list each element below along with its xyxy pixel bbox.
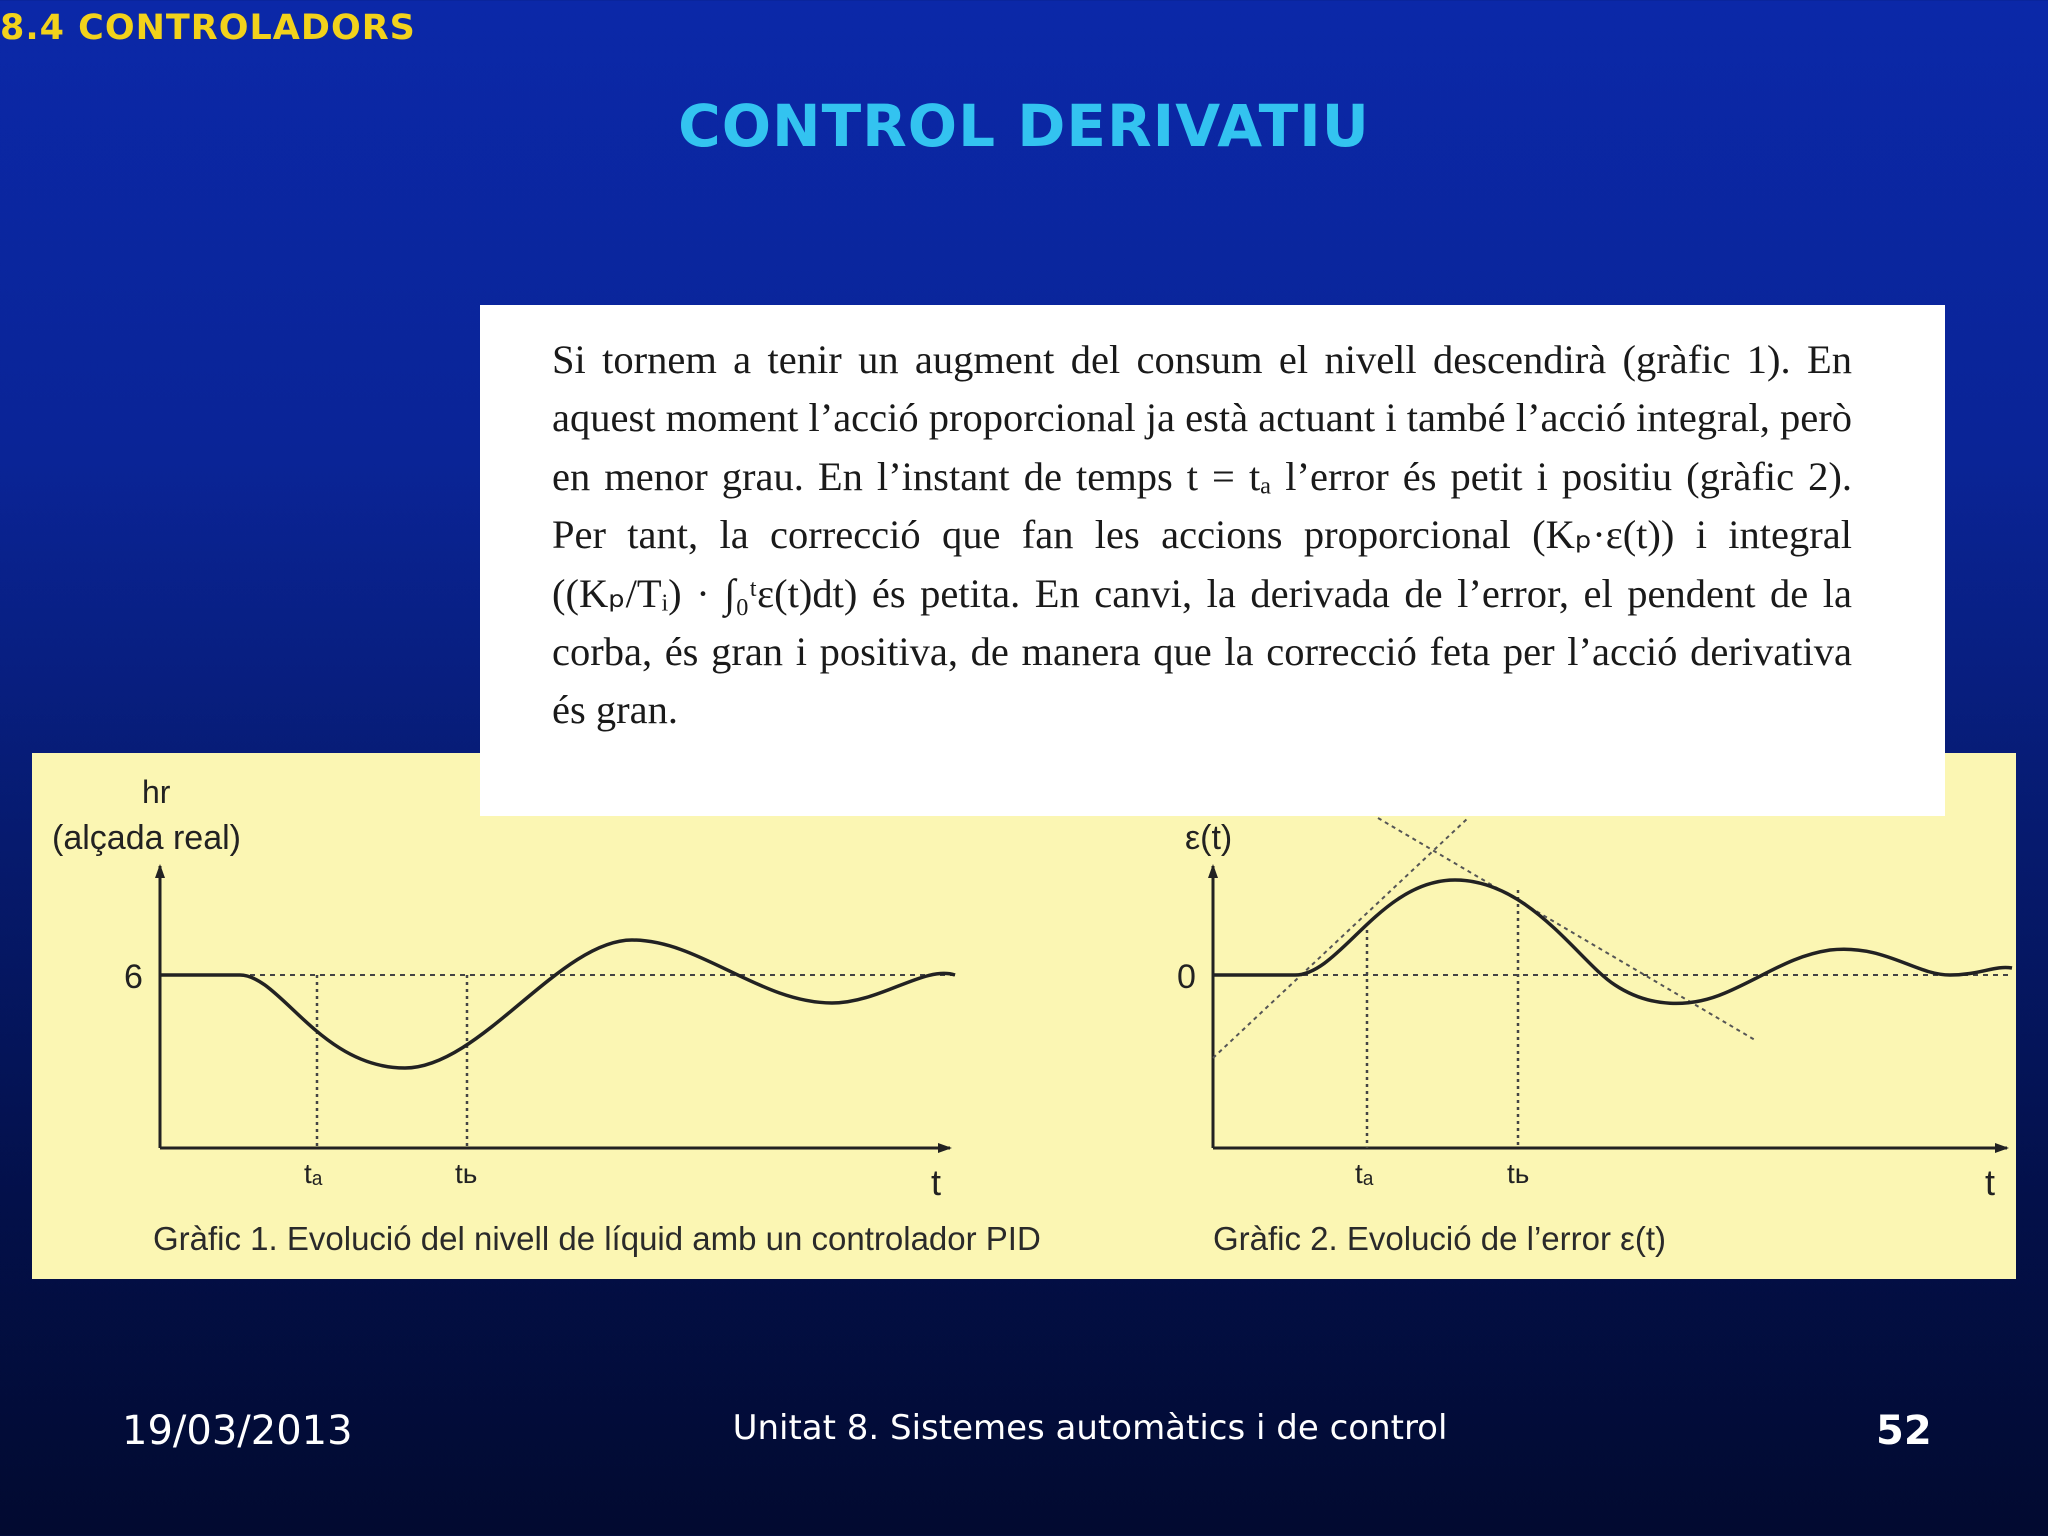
graph-2-y-reference: 0: [1177, 958, 1196, 996]
graph-2-tangent-ta: [1213, 818, 1468, 1058]
graph-1-tick-b: tь: [455, 1158, 478, 1189]
graph-2-xlabel: t: [1985, 1162, 1996, 1203]
graph-1-ylabel-symbol: hr: [142, 774, 171, 810]
footer-unit-title: Unitat 8. Sistemes automàtics i de control: [732, 1408, 1448, 1448]
graph-1-y-reference: 6: [124, 958, 143, 996]
body-paragraph: Si tornem a tenir un augment del consum el nivell descendirà (gràfic 1). En aquest moment l’acció proporcional ja està actuant i també l’acció integral, però en menor grau. En l’instant de temps t = tₐ l’error és petit i positiu (gràfic 2). Per tant, la correcció que fan les accions proporcional (Kₚ·ε(t)) i integral ((Kₚ/Tᵢ) · ∫₀ᵗε(t)dt) és petita. En canvi, la derivada de l’error, el pendent de la corba, és gran i positiva, de manera que la correcció feta per l’acció derivativa és gran.: [552, 337, 1852, 733]
graph-1-tick-a: tₐ: [304, 1158, 323, 1189]
page-number: 52: [1876, 1408, 1932, 1454]
graph-2-tick-a: tₐ: [1355, 1158, 1374, 1189]
section-label: 8.4 CONTROLADORS: [0, 8, 416, 48]
graph-2-error-curve: [1213, 880, 2012, 1003]
graph-2-ylabel: ε(t): [1185, 819, 1233, 857]
footer-date: 19/03/2013: [122, 1408, 353, 1454]
graph-2-caption: Gràfic 2. Evolució de l’error ε(t): [1213, 1220, 1667, 1257]
graph-1: [52, 774, 955, 1203]
graph-2: [1177, 818, 2012, 1203]
graph-2-tick-b: tь: [1507, 1158, 1530, 1189]
text-box: [480, 305, 1945, 816]
graph-2-tangent-tb: [1378, 818, 1755, 1040]
graph-1-level-curve: [160, 940, 955, 1068]
slide-title: CONTROL DERIVATIU: [678, 92, 1370, 160]
graph-1-ylabel-text: (alçada real): [52, 819, 241, 857]
graph-1-caption: Gràfic 1. Evolució del nivell de líquid amb un controlador PID: [153, 1220, 1041, 1257]
graph-1-xlabel: t: [931, 1162, 942, 1203]
